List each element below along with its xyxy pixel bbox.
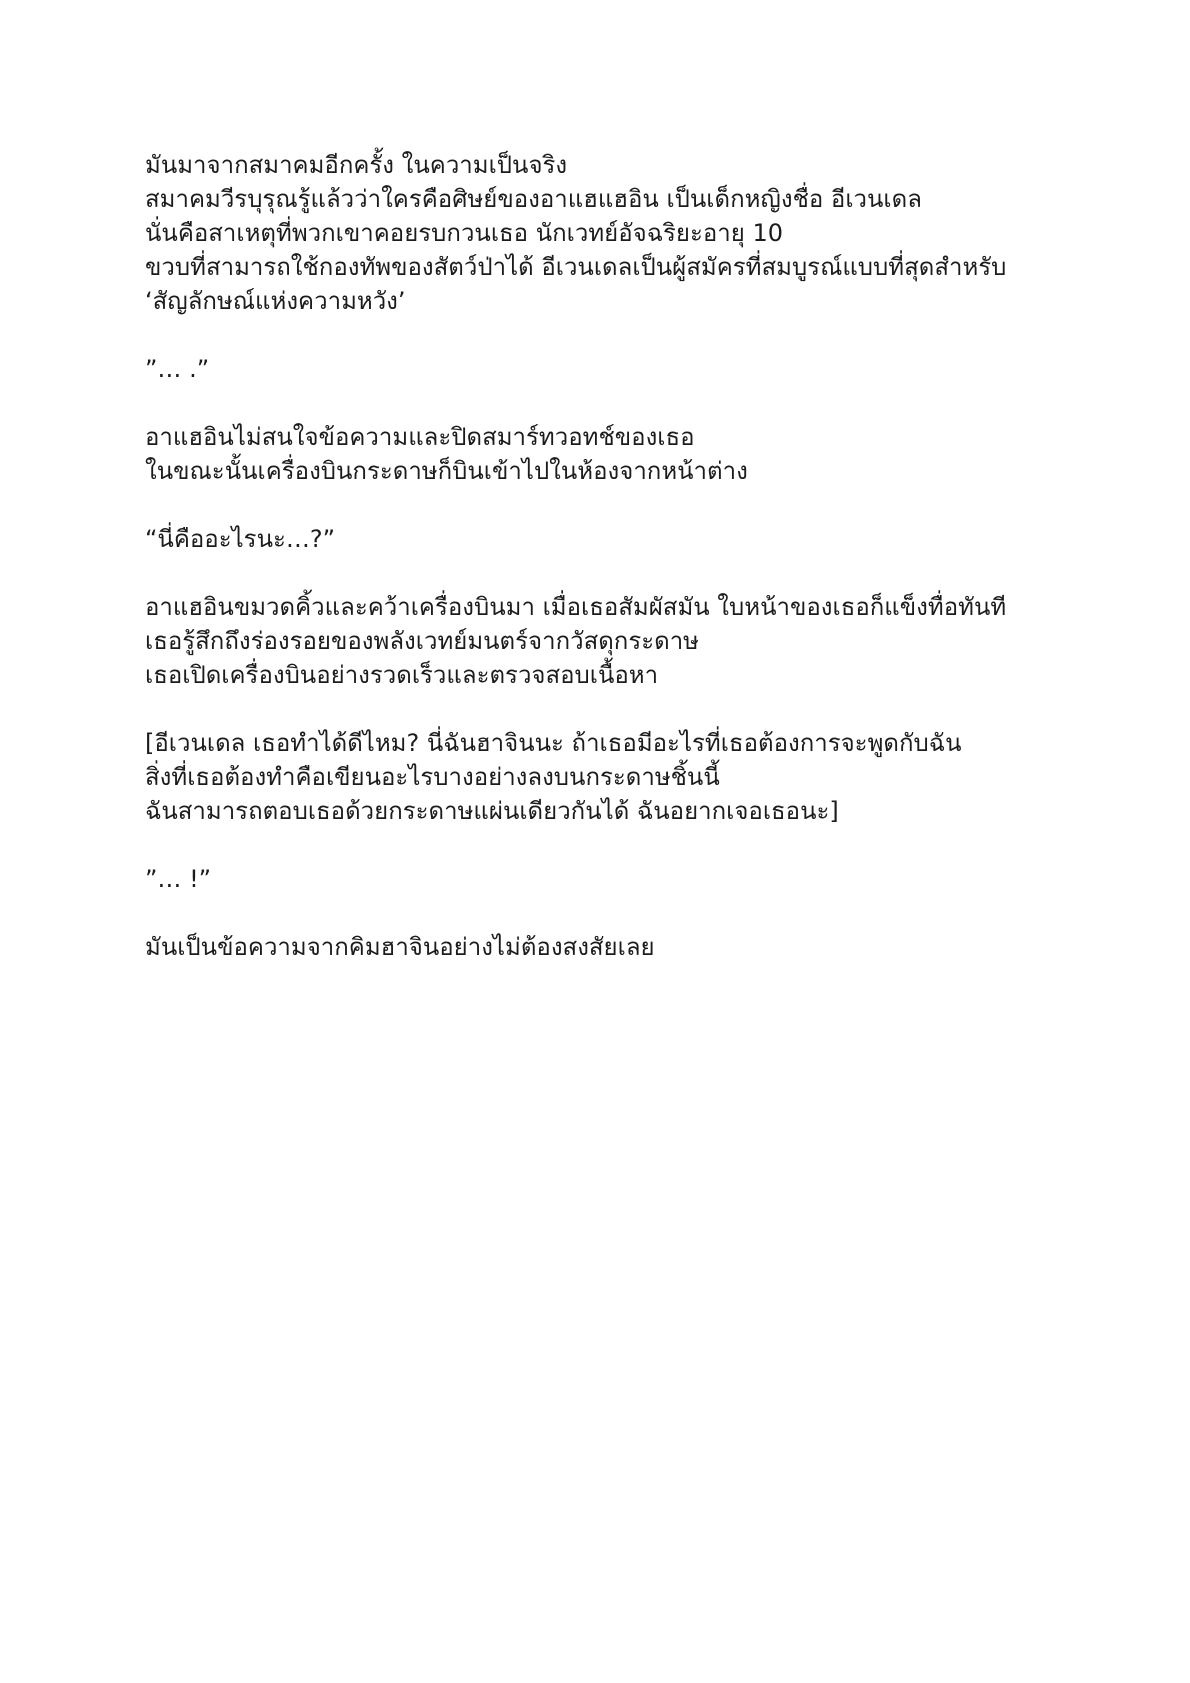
text-line: เธอรู้สึกถึงร่องรอยของพลังเวทย์มนตร์จากวัสดุกระดาษ <box>145 627 700 655</box>
paragraph-3 <box>145 420 1045 488</box>
paragraph-7 <box>145 862 1045 896</box>
paragraph-8 <box>145 930 1045 964</box>
paragraph-2 <box>145 352 1045 386</box>
text-line: [อีเวนเดล เธอทำได้ดีไหม? นี่ฉันฮาจินนะ ถ้าเธอมีอะไรที่เธอต้องการจะพูดกับฉัน <box>145 729 962 757</box>
document-body <box>145 148 1045 998</box>
text-line: มันเป็นข้อความจากคิมฮาจินอย่างไม่ต้องสงสัยเลย <box>145 933 655 961</box>
text-line: ขวบที่สามารถใช้กองทัพของสัตว์ป่าได้ อีเวนเดลเป็นผู้สมัครที่สมบูรณ์แบบที่สุดสำหรับ <box>145 253 1007 281</box>
text-line: สมาคมวีรบุรุณรู้แล้วว่าใครคือศิษย์ของอาแฮแฮอิน เป็นเด็กหญิงชื่อ อีเวนเดล <box>145 185 922 213</box>
text-line: มันมาจากสมาคมอีกครั้ง ในความเป็นจริง <box>145 151 568 179</box>
text-line: ”… .” <box>145 355 210 383</box>
paragraph-5 <box>145 590 1045 692</box>
text-line: อาแฮอินขมวดคิ้วและคว้าเครื่องบินมา เมื่อเธอสัมผัสมัน ใบหน้าของเธอก็แข็งทื่อทันที <box>145 593 1007 621</box>
text-line: ในขณะนั้นเครื่องบินกระดาษก็บินเข้าไปในห้องจากหน้าต่าง <box>145 457 748 485</box>
paragraph-4 <box>145 522 1045 556</box>
text-line: “นี่คืออะไรนะ…?” <box>145 525 336 553</box>
text-line: อาแฮอินไม่สนใจข้อความและปิดสมาร์ทวอทช์ของเธอ <box>145 423 695 451</box>
text-line: ”… !” <box>145 865 212 893</box>
text-line: ฉันสามารถตอบเธอด้วยกระดาษแผ่นเดียวกันได้ ฉันอยากเจอเธอนะ] <box>145 797 839 825</box>
paragraph-6 <box>145 726 1045 828</box>
text-line: เธอเปิดเครื่องบินอย่างรวดเร็วและตรวจสอบเนื้อหา <box>145 661 659 689</box>
paragraph-1 <box>145 148 1045 318</box>
text-line: สิ่งที่เธอต้องทำคือเขียนอะไรบางอย่างลงบนกระดาษชิ้นนี้ <box>145 763 720 791</box>
text-line: ‘สัญลักษณ์แห่งความหวัง’ <box>145 287 406 315</box>
text-line: นั่นคือสาเหตุที่พวกเขาคอยรบกวนเธอ นักเวทย์อัจฉริยะอายุ 10 <box>145 219 784 247</box>
